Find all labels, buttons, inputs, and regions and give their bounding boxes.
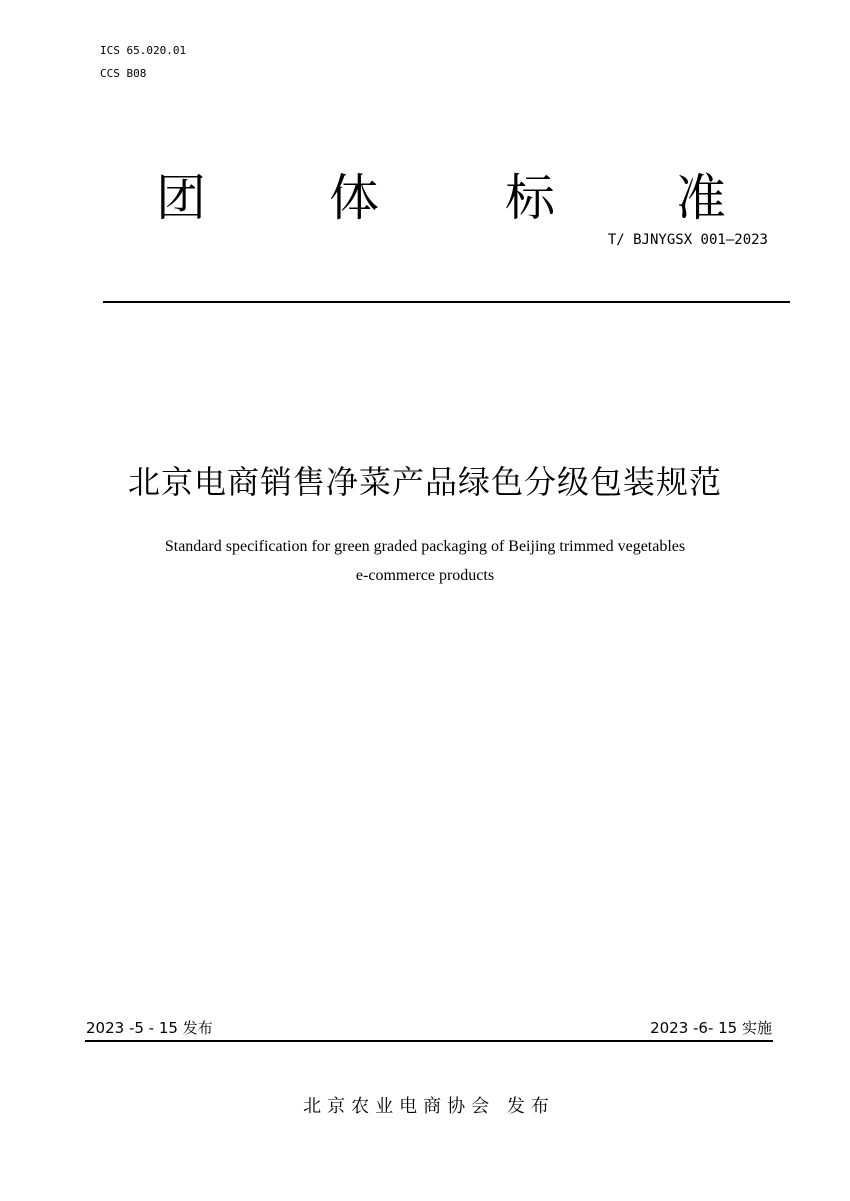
- standard-number: T/ BJNYGSX 001—2023: [607, 232, 768, 248]
- category-char-1: 团: [156, 169, 206, 227]
- issue-date: 2023 -5 - 15 发布: [86, 1019, 213, 1037]
- chinese-title: 北京电商销售净菜产品绿色分级包装规范: [127, 463, 722, 501]
- header-divider: [103, 301, 790, 303]
- category-char-2: 体: [329, 169, 379, 227]
- english-title-line-1: Standard specification for green graded packaging of Beijing trimmed vegetables: [164, 538, 686, 555]
- english-title-line-2: e-commerce products: [355, 567, 495, 584]
- category-char-4: 准: [676, 169, 726, 227]
- implementation-date: 2023 -6- 15 实施: [650, 1019, 772, 1037]
- ics-code: ICS 65.020.01: [100, 44, 187, 57]
- footer-divider: [85, 1040, 773, 1042]
- publisher: 北京农业电商协会 发布: [303, 1096, 555, 1117]
- ccs-code: CCS B08: [100, 67, 147, 80]
- category-char-3: 标: [505, 169, 555, 227]
